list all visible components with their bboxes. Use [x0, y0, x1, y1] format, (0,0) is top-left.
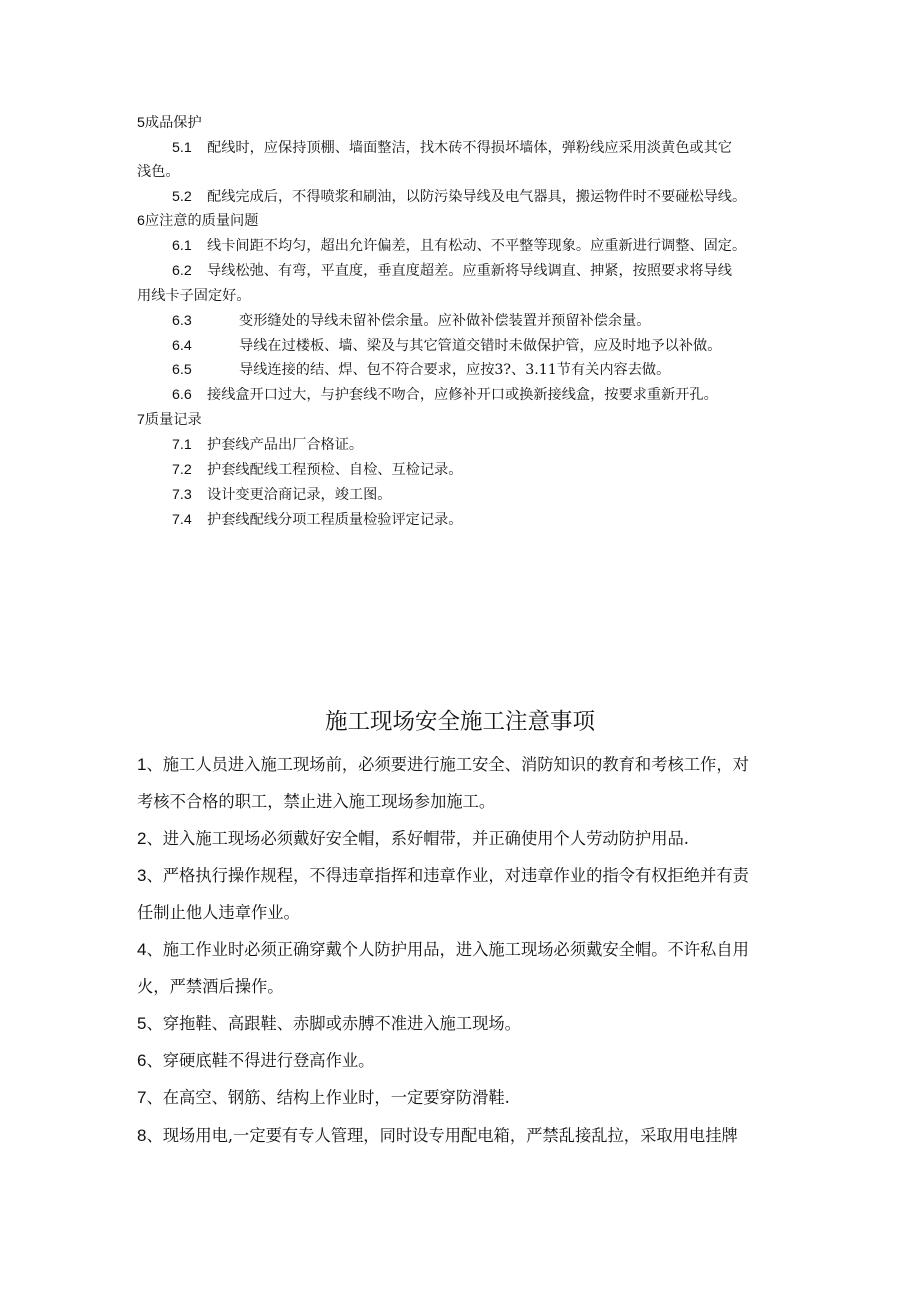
item-text: 护套线配线分项工程质量检验评定记录。: [207, 512, 463, 528]
item-6-5: [172, 360, 670, 380]
item-7-1: [172, 435, 363, 455]
item-text: 、进入施工现场必须戴好安全帽，系好帽带，并正确使用个人劳动防护用品.: [146, 829, 689, 848]
item-text: 护套线配线工程预检、自检、互检记录。: [207, 462, 463, 478]
item-number: 5.1: [172, 140, 192, 156]
item-text: 导线松弛、有弯，平直度，垂直度超差。应重新将导线调直、抻紧，按照要求将导线: [207, 263, 732, 279]
item-text: 导线连接的结、焊、包不符合要求，应按3?、3.11节有关内容去做。: [239, 362, 671, 378]
item-text: 导线在过楼板、墙、梁及与其它管道交错时未做保护管，应及时地予以补做。: [239, 338, 722, 354]
safety-item-1-continued: 考核不合格的职工，禁止进入施工现场参加施工。: [137, 792, 496, 811]
item-6-1: [172, 236, 746, 256]
item-number: 1: [137, 755, 147, 774]
safety-item-4-continued: 火，严禁酒后操作。: [137, 977, 284, 996]
safety-item-7: [137, 1086, 510, 1110]
item-text: 设计变更洽商记录，竣工图。: [207, 487, 392, 503]
item-number: 8: [137, 1126, 147, 1145]
item-text: 、穿硬底鞋不得进行登高作业。: [146, 1051, 375, 1070]
item-5-2: [172, 187, 746, 207]
item-number: 2: [137, 829, 147, 848]
item-number: 6: [137, 1051, 147, 1070]
item-6-6: [172, 385, 718, 405]
item-number: 6.1: [172, 238, 192, 254]
item-6-2: [172, 261, 732, 281]
page-title: 施工现场安全施工注意事项: [324, 709, 595, 735]
safety-item-4: [137, 938, 749, 962]
item-number: 7.3: [172, 487, 192, 503]
item-7-4: [172, 510, 462, 530]
item-number: 7: [137, 1088, 147, 1107]
item-text: 配线完成后，不得喷浆和刷油，以防污染导线及电气器具，搬运物件时不要碰松导线。: [207, 189, 747, 205]
section-7-heading: 7质量记录: [137, 412, 202, 428]
item-number: 7.1: [172, 437, 192, 453]
item-7-2: [172, 460, 462, 480]
item-text: 线卡间距不均匀，超出允许偏差，且有松动、不平整等现象。应重新进行调整、固定。: [207, 238, 747, 254]
item-6-3: [172, 311, 650, 331]
item-6-2-continued: 用线卡子固定好。: [137, 288, 251, 304]
item-number: 7.2: [172, 462, 192, 478]
safety-item-3: [137, 864, 749, 888]
item-7-3: [172, 485, 391, 505]
item-number: 6.4: [172, 338, 192, 354]
safety-item-6: [137, 1049, 374, 1073]
item-text: 、施工人员进入施工现场前，必须要进行施工安全、消防知识的教育和考核工作，对: [146, 755, 749, 774]
safety-item-2: [137, 827, 689, 851]
safety-item-5: [137, 1012, 521, 1036]
section-6-heading: 6应注意的质量问题: [137, 213, 259, 229]
item-text: 配线时，应保持顶棚、墙面整洁，找木砖不得损坏墙体，弹粉线应采用淡黄色或其它: [207, 140, 732, 156]
item-text: 、穿拖鞋、高跟鞋、赤脚或赤膊不准进入施工现场。: [146, 1014, 521, 1033]
item-number: 6.5: [172, 362, 192, 378]
item-text: 、施工作业时必须正确穿戴个人防护用品，进入施工现场必须戴安全帽。不许私自用: [146, 940, 749, 959]
item-number: 5: [137, 1014, 147, 1033]
safety-item-1: [137, 753, 749, 777]
safety-item-3-continued: 任制止他人违章作业。: [137, 903, 300, 922]
item-text: 、严格执行操作规程，不得违章指挥和违章作业，对违章作业的指令有权拒绝并有责: [146, 866, 749, 885]
item-number: 3: [137, 866, 147, 885]
item-text: 、现场用电,一定要有专人管理，同时设专用配电箱，严禁乱接乱拉，采取用电挂牌: [146, 1126, 738, 1145]
section-5-heading: 5成品保护: [137, 115, 202, 131]
item-5-1-continued: 浅色。: [137, 164, 180, 180]
item-5-1: [172, 138, 732, 158]
item-text: 护套线产品出厂合格证。: [207, 437, 364, 453]
item-text: 接线盒开口过大，与护套线不吻合，应修补开口或换新接线盒，按要求重新开孔。: [207, 387, 718, 403]
item-text: 变形缝处的导线未留补偿余量。应补做补偿装置并预留补偿余量。: [239, 313, 651, 329]
item-6-4: [172, 336, 721, 356]
item-number: 6.6: [172, 387, 192, 403]
item-number: 4: [137, 940, 147, 959]
safety-item-8: [137, 1124, 738, 1148]
item-number: 6.2: [172, 263, 192, 279]
item-number: 5.2: [172, 189, 192, 205]
item-number: 6.3: [172, 313, 192, 329]
item-number: 7.4: [172, 512, 192, 528]
item-text: 、在高空、钢筋、结构上作业时，一定要穿防滑鞋.: [146, 1088, 510, 1107]
